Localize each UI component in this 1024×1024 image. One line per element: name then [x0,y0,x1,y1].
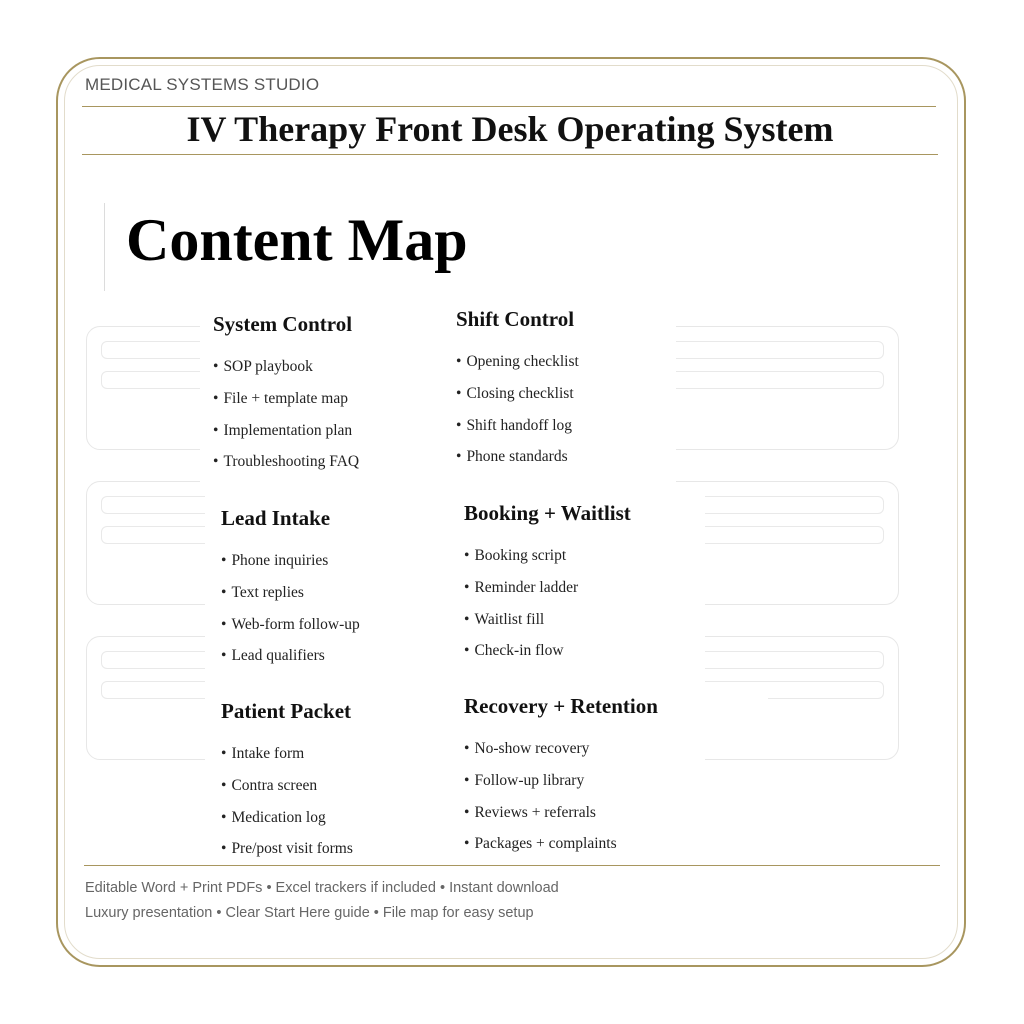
list-item: • Contra screen [221,770,353,802]
group-system-control [213,312,359,478]
group-title: Lead Intake [221,506,331,530]
list-item: • Closing checklist [456,378,579,410]
list-item: • Phone standards [456,441,579,473]
group-title: Shift Control [456,307,575,331]
section-accent-bar [104,203,105,291]
group-shift-control [456,307,579,473]
section-title: Content Map [126,207,468,273]
list-item: • Booking script [464,540,631,572]
group-lead-intake [221,506,360,672]
group-title: System Control [213,312,353,336]
header-top-rule [82,106,936,107]
document-title: IV Therapy Front Desk Operating System [186,109,834,149]
list-item: • SOP playbook [213,351,359,383]
group-patient-packet [221,699,353,865]
footer-rule [84,865,940,866]
list-item: • Waitlist fill [464,604,631,636]
list-item: • Packages + complaints [464,828,658,860]
brand-label: MEDICAL SYSTEMS STUDIO [85,75,320,94]
group-title: Patient Packet [221,699,352,723]
list-item: • Troubleshooting FAQ [213,446,359,478]
group-recovery-retention [464,694,658,860]
list-item: • Opening checklist [456,346,579,378]
group-booking-waitlist [464,501,631,667]
list-item: • Web-form follow-up [221,609,360,641]
footer-line-1: Editable Word + Print PDFs • Excel trackers if included • Instant download [85,880,559,896]
header-bottom-rule [82,154,938,155]
list-item: • Lead qualifiers [221,640,360,672]
list-item: • Pre/post visit forms [221,833,353,865]
list-item: • Check-in flow [464,635,631,667]
list-item: • Medication log [221,802,353,834]
list-item: • No-show recovery [464,733,658,765]
content-panel [700,690,768,750]
group-title: Booking + Waitlist [464,501,631,525]
list-item: • Reminder ladder [464,572,631,604]
list-item: • File + template map [213,383,359,415]
list-item: • Implementation plan [213,415,359,447]
list-item: • Reviews + referrals [464,797,658,829]
footer-line-2: Luxury presentation • Clear Start Here guide • File map for easy setup [85,905,534,921]
list-item: • Phone inquiries [221,545,360,577]
list-item: • Intake form [221,738,353,770]
group-title: Recovery + Retention [464,694,658,718]
list-item: • Text replies [221,577,360,609]
list-item: • Follow-up library [464,765,658,797]
list-item: • Shift handoff log [456,410,579,442]
